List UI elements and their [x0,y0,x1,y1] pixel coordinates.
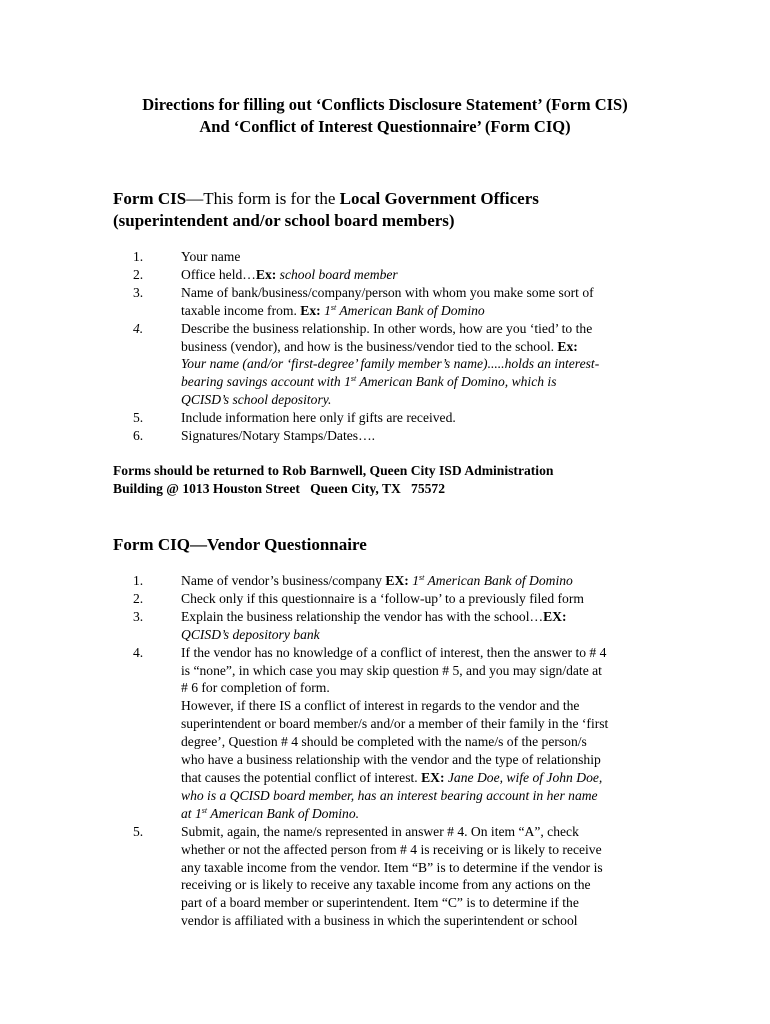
list-item [113,644,673,823]
list-item [113,266,673,284]
item-text: superintendent or board member/s and/or a member of their family in the ‘first [181,716,609,732]
title-line-1: Directions for filling out ‘Conflicts Disclosure Statement’ (Form CIS) [142,95,628,114]
item-text: is “none”, in which case you may skip question # 5, and you may sign/date at [181,662,602,678]
list-item [113,284,673,320]
item-text: Office held…Ex: school board member [181,266,398,282]
item-text: who have a business relationship with the vendor and the type of relationship [181,752,601,768]
item-text: degree’, Question # 4 should be completed with the name/s of the person/s [181,734,587,750]
item-text: part of a board member or superintendent. Item “C” is to determine if the [181,895,579,911]
item-number: 2. [133,590,144,606]
item-text: Name of bank/business/company/person with whom you make some sort of [181,284,594,300]
item-text: taxable income from. Ex: 1st American Bank of Domino [181,302,485,318]
item-text: any taxable income from the vendor. Item “B” is to determine if the vendor is [181,859,603,875]
item-text: Your name [181,249,241,264]
list-item [113,409,673,427]
form-cis-label: Form CIS [113,189,187,208]
item-text: If the vendor has no knowledge of a conflict of interest, then the answer to # 4 [181,644,607,660]
title-line-2: And ‘Conflict of Interest Questionnaire’ (Form CIQ) [199,117,571,136]
item-text: QCISD’s depository bank [181,626,320,642]
item-number: 3. [133,608,144,624]
item-text: Explain the business relationship the vendor has with the school…EX: [181,608,567,624]
item-text: vendor is affiliated with a business in which the superintendent or school [181,913,578,929]
item-number: 4. [133,320,144,336]
list-item [113,248,673,266]
item-number: 5. [133,410,144,426]
form-cis-audience-detail: (superintendent and/or school board members) [113,210,455,230]
list-item [113,590,673,608]
list-item [113,320,673,410]
item-text: receiving or is likely to receive any taxable income from any actions on the [181,877,591,893]
item-text: whether or not the affected person from # 4 is receiving or is likely to receive [181,841,602,857]
item-number: 5. [133,823,144,839]
form-cis-list [113,248,673,445]
item-text: that causes the potential conflict of interest. EX: Jane Doe, wife of John Doe, [181,769,603,785]
return-line-1: Forms should be returned to Rob Barnwell, Queen City ISD Administration [113,463,554,478]
list-item [113,608,673,644]
item-number: 1. [133,573,144,588]
form-ciq-title: Form CIQ—Vendor Questionnaire [113,535,367,554]
item-number: 6. [133,428,144,444]
document-title [0,94,770,138]
item-text: QCISD’s school depository. [181,392,332,408]
item-number: 4. [133,644,144,660]
list-item [113,427,673,445]
list-item [113,823,673,930]
form-ciq-heading [113,534,367,556]
return-instructions [113,462,553,498]
item-text: Name of vendor’s business/company EX: 1st American Bank of Domino [181,573,573,588]
item-text: # 6 for completion of form. [181,680,330,696]
form-cis-intro: —This form is for the [186,189,340,208]
item-text: who is a QCISD board member, has an interest bearing account in her name [181,787,598,803]
item-text: Submit, again, the name/s represented in answer # 4. On item “A”, check [181,823,579,839]
item-text: Signatures/Notary Stamps/Dates…. [181,428,376,444]
list-item [113,572,673,590]
item-text: business (vendor), and how is the business/vendor tied to the school. Ex: [181,338,578,354]
item-text: Check only if this questionnaire is a ‘follow-up’ to a previously filed form [181,590,584,606]
form-cis-audience: Local Government Officers [339,189,539,208]
form-cis-heading [113,188,539,231]
item-number: 2. [133,266,144,282]
item-text: at 1st American Bank of Domino. [181,805,360,821]
item-text: Your name (and/or ‘first-degree’ family member’s name).....holds an interest- [181,356,600,372]
item-text: bearing savings account with 1st American Bank of Domino, which is [181,374,557,390]
item-number: 3. [133,284,144,300]
return-line-2: Building @ 1013 Houston Street Queen City, TX 75572 [113,480,446,496]
item-text: However, if there IS a conflict of interest in regards to the vendor and the [181,698,580,714]
item-number: 1. [133,249,144,264]
item-text: Include information here only if gifts are received. [181,410,456,426]
item-text: Describe the business relationship. In other words, how are you ‘tied’ to the [181,320,593,336]
form-ciq-list [113,572,673,930]
